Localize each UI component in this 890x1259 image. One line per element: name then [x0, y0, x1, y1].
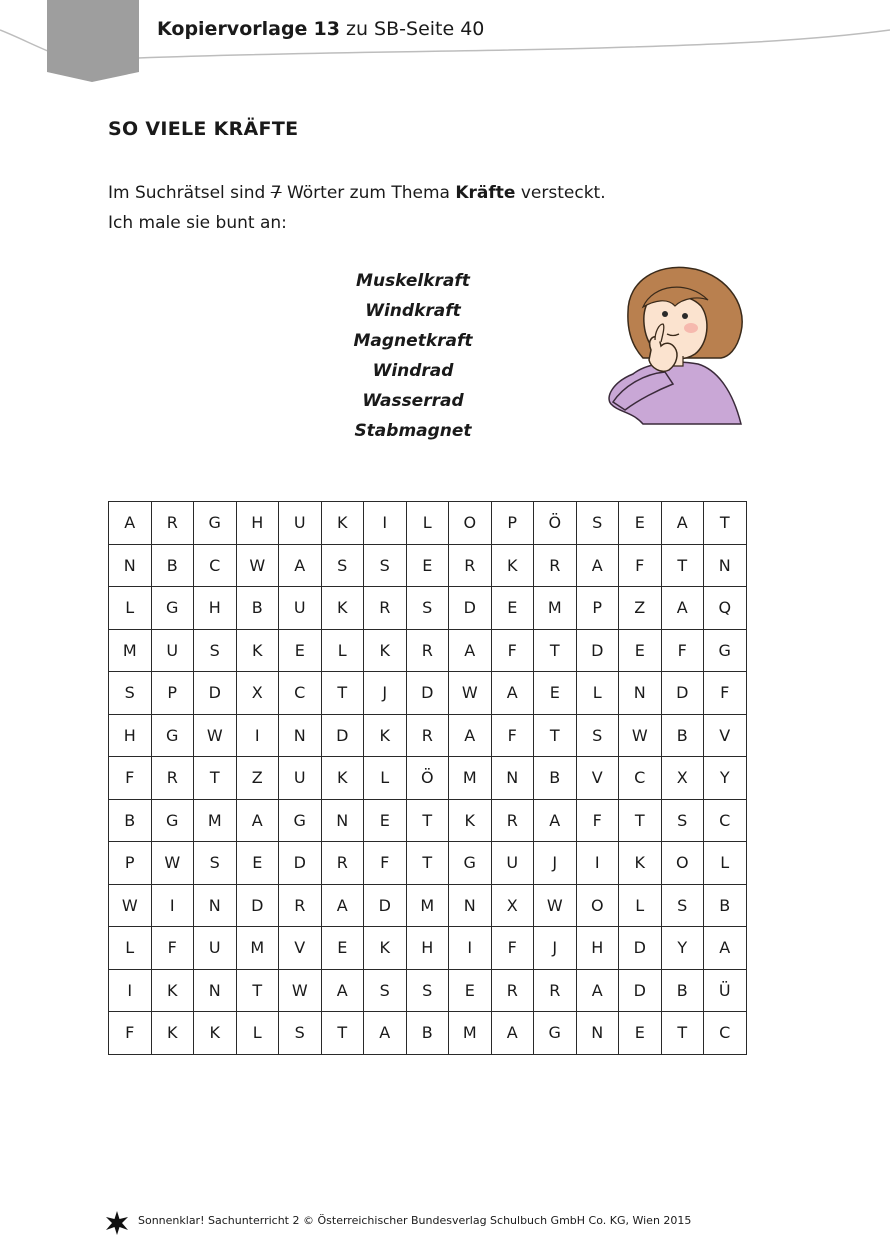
- grid-row: [109, 842, 747, 885]
- grid-cell[interactable]: K: [364, 629, 407, 672]
- grid-cell[interactable]: B: [704, 884, 747, 927]
- grid-cell[interactable]: J: [534, 842, 577, 885]
- grid-cell[interactable]: C: [619, 757, 662, 800]
- grid-cell[interactable]: G: [151, 587, 194, 630]
- grid-cell[interactable]: A: [576, 969, 619, 1012]
- grid-cell[interactable]: K: [619, 842, 662, 885]
- grid-cell[interactable]: A: [236, 799, 279, 842]
- grid-cell[interactable]: A: [534, 799, 577, 842]
- grid-cell[interactable]: U: [279, 502, 322, 545]
- grid-cell[interactable]: P: [109, 842, 152, 885]
- grid-cell[interactable]: H: [576, 927, 619, 970]
- grid-cell[interactable]: E: [619, 1012, 662, 1055]
- grid-cell[interactable]: L: [109, 927, 152, 970]
- grid-cell[interactable]: F: [364, 842, 407, 885]
- grid-cell[interactable]: A: [661, 587, 704, 630]
- grid-cell[interactable]: A: [661, 502, 704, 545]
- grid-cell[interactable]: B: [534, 757, 577, 800]
- grid-cell[interactable]: S: [194, 629, 237, 672]
- grid-cell[interactable]: A: [704, 927, 747, 970]
- grid-cell[interactable]: A: [364, 1012, 407, 1055]
- header-title: [157, 18, 484, 40]
- grid-cell[interactable]: T: [661, 544, 704, 587]
- grid-cell[interactable]: V: [279, 927, 322, 970]
- grid-row: [109, 1012, 747, 1055]
- word-item: Muskelkraft: [356, 271, 470, 291]
- grid-cell[interactable]: D: [279, 842, 322, 885]
- grid-cell[interactable]: O: [449, 502, 492, 545]
- grid-cell[interactable]: E: [619, 502, 662, 545]
- grid-cell[interactable]: S: [109, 672, 152, 715]
- grid-row: [109, 799, 747, 842]
- grid-cell[interactable]: D: [449, 587, 492, 630]
- grid-cell[interactable]: R: [534, 969, 577, 1012]
- grid-cell[interactable]: T: [534, 714, 577, 757]
- grid-cell[interactable]: M: [449, 1012, 492, 1055]
- grid-row: [109, 714, 747, 757]
- grid-cell[interactable]: P: [151, 672, 194, 715]
- grid-cell[interactable]: H: [406, 927, 449, 970]
- grid-cell[interactable]: W: [534, 884, 577, 927]
- grid-cell[interactable]: F: [619, 544, 662, 587]
- grid-cell[interactable]: I: [236, 714, 279, 757]
- grid-cell[interactable]: N: [194, 969, 237, 1012]
- grid-cell[interactable]: G: [534, 1012, 577, 1055]
- grid-cell[interactable]: U: [279, 587, 322, 630]
- grid-cell[interactable]: S: [194, 842, 237, 885]
- grid-cell[interactable]: G: [279, 799, 322, 842]
- grid-cell[interactable]: E: [406, 544, 449, 587]
- instruction-line-2: Ich male sie bunt an:: [108, 213, 287, 233]
- grid-cell[interactable]: R: [491, 969, 534, 1012]
- word-search-grid: [108, 501, 747, 1055]
- grid-cell[interactable]: E: [364, 799, 407, 842]
- grid-cell[interactable]: K: [491, 544, 534, 587]
- grid-cell[interactable]: S: [661, 799, 704, 842]
- grid-cell[interactable]: X: [236, 672, 279, 715]
- grid-cell[interactable]: X: [661, 757, 704, 800]
- grid-cell[interactable]: B: [661, 969, 704, 1012]
- grid-cell[interactable]: R: [491, 799, 534, 842]
- grid-cell[interactable]: I: [151, 884, 194, 927]
- grid-cell[interactable]: S: [321, 544, 364, 587]
- grid-cell[interactable]: R: [534, 544, 577, 587]
- grid-cell[interactable]: G: [151, 714, 194, 757]
- grid-cell[interactable]: R: [364, 587, 407, 630]
- grid-cell[interactable]: U: [151, 629, 194, 672]
- grid-cell[interactable]: D: [406, 672, 449, 715]
- grid-cell[interactable]: K: [151, 1012, 194, 1055]
- grid-cell[interactable]: N: [619, 672, 662, 715]
- grid-cell[interactable]: D: [619, 927, 662, 970]
- header-number: 13: [313, 18, 340, 40]
- grid-cell[interactable]: R: [406, 714, 449, 757]
- grid-cell[interactable]: K: [236, 629, 279, 672]
- grid-cell[interactable]: J: [364, 672, 407, 715]
- grid-cell[interactable]: S: [364, 969, 407, 1012]
- grid-row: [109, 757, 747, 800]
- instr-text-mid: Wörter zum Thema: [281, 183, 456, 203]
- grid-cell[interactable]: T: [406, 842, 449, 885]
- grid-cell[interactable]: V: [576, 757, 619, 800]
- grid-cell[interactable]: E: [534, 672, 577, 715]
- grid-cell[interactable]: A: [491, 1012, 534, 1055]
- grid-cell[interactable]: I: [449, 927, 492, 970]
- grid-cell[interactable]: F: [109, 757, 152, 800]
- grid-cell[interactable]: O: [576, 884, 619, 927]
- grid-cell[interactable]: T: [704, 502, 747, 545]
- grid-cell[interactable]: I: [364, 502, 407, 545]
- grid-cell[interactable]: I: [576, 842, 619, 885]
- grid-cell[interactable]: N: [279, 714, 322, 757]
- grid-cell[interactable]: N: [449, 884, 492, 927]
- grid-cell[interactable]: T: [321, 1012, 364, 1055]
- instructions: [108, 178, 606, 238]
- grid-cell[interactable]: L: [406, 502, 449, 545]
- grid-cell[interactable]: N: [576, 1012, 619, 1055]
- grid-cell[interactable]: W: [236, 544, 279, 587]
- grid-cell[interactable]: W: [279, 969, 322, 1012]
- grid-cell[interactable]: F: [109, 1012, 152, 1055]
- grid-cell[interactable]: U: [194, 927, 237, 970]
- instruction-line-1: [108, 178, 606, 208]
- grid-cell[interactable]: N: [704, 544, 747, 587]
- grid-cell[interactable]: G: [704, 629, 747, 672]
- grid-cell[interactable]: D: [194, 672, 237, 715]
- grid-cell[interactable]: S: [661, 884, 704, 927]
- grid-cell[interactable]: S: [576, 714, 619, 757]
- grid-cell[interactable]: C: [704, 1012, 747, 1055]
- grid-cell[interactable]: F: [491, 629, 534, 672]
- word-item: Windrad: [372, 361, 454, 381]
- grid-cell[interactable]: K: [151, 969, 194, 1012]
- grid-cell[interactable]: A: [109, 502, 152, 545]
- grid-cell[interactable]: L: [576, 672, 619, 715]
- grid-row: [109, 587, 747, 630]
- header-suffix: zu SB-Seite 40: [346, 18, 485, 40]
- grid-cell[interactable]: K: [449, 799, 492, 842]
- grid-cell[interactable]: N: [109, 544, 152, 587]
- grid-cell[interactable]: Ü: [704, 969, 747, 1012]
- grid-cell[interactable]: F: [576, 799, 619, 842]
- grid-cell[interactable]: S: [364, 544, 407, 587]
- word-list: [313, 266, 513, 446]
- grid-cell[interactable]: M: [406, 884, 449, 927]
- publisher-star-icon: [104, 1210, 130, 1236]
- grid-cell[interactable]: L: [109, 587, 152, 630]
- grid-cell[interactable]: S: [406, 969, 449, 1012]
- grid-cell[interactable]: J: [534, 927, 577, 970]
- grid-cell[interactable]: Y: [704, 757, 747, 800]
- grid-cell[interactable]: W: [449, 672, 492, 715]
- grid-cell[interactable]: T: [534, 629, 577, 672]
- word-item: Magnetkraft: [353, 331, 473, 351]
- grid-cell[interactable]: A: [321, 884, 364, 927]
- header-decoration: [0, 0, 890, 90]
- grid-cell[interactable]: H: [109, 714, 152, 757]
- instr-topic: Kräfte: [455, 183, 516, 203]
- word-item: Stabmagnet: [354, 421, 472, 441]
- grid-cell[interactable]: F: [491, 927, 534, 970]
- grid-cell[interactable]: M: [194, 799, 237, 842]
- grid-cell[interactable]: F: [151, 927, 194, 970]
- grid-cell[interactable]: B: [406, 1012, 449, 1055]
- grid-cell[interactable]: A: [449, 629, 492, 672]
- grid-cell[interactable]: S: [576, 502, 619, 545]
- grid-cell[interactable]: K: [321, 757, 364, 800]
- header-label: Kopiervorlage: [157, 18, 308, 40]
- grid-cell[interactable]: R: [151, 502, 194, 545]
- word-item: Windkraft: [365, 301, 461, 321]
- grid-cell[interactable]: L: [704, 842, 747, 885]
- grid-cell[interactable]: K: [194, 1012, 237, 1055]
- grid-cell[interactable]: O: [661, 842, 704, 885]
- grid-cell[interactable]: H: [194, 587, 237, 630]
- grid-cell[interactable]: B: [236, 587, 279, 630]
- grid-cell[interactable]: T: [661, 1012, 704, 1055]
- grid-cell[interactable]: D: [364, 884, 407, 927]
- grid-cell[interactable]: D: [619, 969, 662, 1012]
- grid-cell[interactable]: Z: [619, 587, 662, 630]
- grid-cell[interactable]: E: [236, 842, 279, 885]
- grid-cell[interactable]: D: [321, 714, 364, 757]
- grid-cell[interactable]: L: [619, 884, 662, 927]
- grid-cell[interactable]: Z: [236, 757, 279, 800]
- grid-cell[interactable]: C: [194, 544, 237, 587]
- grid-cell[interactable]: C: [704, 799, 747, 842]
- grid-cell[interactable]: F: [661, 629, 704, 672]
- grid-cell[interactable]: N: [194, 884, 237, 927]
- grid-cell[interactable]: P: [491, 502, 534, 545]
- grid-cell[interactable]: Q: [704, 587, 747, 630]
- grid-cell[interactable]: K: [321, 502, 364, 545]
- grid-cell[interactable]: L: [364, 757, 407, 800]
- grid-cell[interactable]: X: [491, 884, 534, 927]
- grid-cell[interactable]: G: [449, 842, 492, 885]
- grid-cell[interactable]: D: [576, 629, 619, 672]
- grid-row: [109, 884, 747, 927]
- instr-text-start: Im Suchrätsel sind: [108, 183, 271, 203]
- word-item: Wasserrad: [362, 391, 464, 411]
- grid-cell[interactable]: M: [534, 587, 577, 630]
- grid-cell[interactable]: D: [661, 672, 704, 715]
- grid-cell[interactable]: T: [619, 799, 662, 842]
- grid-cell[interactable]: M: [109, 629, 152, 672]
- grid-cell[interactable]: Ö: [534, 502, 577, 545]
- grid-cell[interactable]: W: [194, 714, 237, 757]
- instr-text-end: versteckt.: [515, 183, 606, 203]
- grid-row: [109, 502, 747, 545]
- grid-cell[interactable]: T: [194, 757, 237, 800]
- grid-cell[interactable]: A: [491, 672, 534, 715]
- thinking-girl-illustration: [603, 262, 748, 430]
- grid-cell[interactable]: N: [321, 799, 364, 842]
- grid-cell[interactable]: D: [236, 884, 279, 927]
- grid-cell[interactable]: E: [279, 629, 322, 672]
- grid-cell[interactable]: E: [449, 969, 492, 1012]
- grid-cell[interactable]: A: [449, 714, 492, 757]
- grid-row: [109, 672, 747, 715]
- grid-row: [109, 927, 747, 970]
- grid-cell[interactable]: L: [236, 1012, 279, 1055]
- grid-cell[interactable]: K: [364, 927, 407, 970]
- grid-row: [109, 629, 747, 672]
- grid-cell[interactable]: F: [704, 672, 747, 715]
- grid-cell[interactable]: V: [704, 714, 747, 757]
- grid-cell[interactable]: E: [491, 587, 534, 630]
- grid-cell[interactable]: A: [321, 969, 364, 1012]
- grid-cell[interactable]: T: [321, 672, 364, 715]
- grid-cell[interactable]: F: [491, 714, 534, 757]
- grid-cell[interactable]: B: [109, 799, 152, 842]
- grid-cell[interactable]: G: [194, 502, 237, 545]
- grid-cell[interactable]: A: [576, 544, 619, 587]
- grid-cell[interactable]: S: [406, 587, 449, 630]
- grid-row: [109, 544, 747, 587]
- grid-cell[interactable]: R: [279, 884, 322, 927]
- grid-cell[interactable]: E: [321, 927, 364, 970]
- grid-cell[interactable]: S: [279, 1012, 322, 1055]
- grid-cell[interactable]: R: [321, 842, 364, 885]
- grid-cell[interactable]: W: [619, 714, 662, 757]
- grid-cell[interactable]: Y: [661, 927, 704, 970]
- grid-cell[interactable]: M: [236, 927, 279, 970]
- grid-cell[interactable]: R: [151, 757, 194, 800]
- grid-cell[interactable]: G: [151, 799, 194, 842]
- grid-cell[interactable]: L: [321, 629, 364, 672]
- grid-cell[interactable]: A: [279, 544, 322, 587]
- grid-cell[interactable]: K: [364, 714, 407, 757]
- grid-cell[interactable]: W: [151, 842, 194, 885]
- grid-cell[interactable]: U: [491, 842, 534, 885]
- footer-copyright: Sonnenklar! Sachunterricht 2 © Österreichischer Bundesverlag Schulbuch GmbH Co. KG, Wien 2015: [138, 1214, 692, 1227]
- grid-cell[interactable]: R: [406, 629, 449, 672]
- grid-cell[interactable]: C: [279, 672, 322, 715]
- grid-cell[interactable]: K: [321, 587, 364, 630]
- page-title: SO VIELE KRÄFTE: [108, 118, 299, 140]
- grid-cell[interactable]: T: [236, 969, 279, 1012]
- grid-cell[interactable]: W: [109, 884, 152, 927]
- grid-cell[interactable]: P: [576, 587, 619, 630]
- grid-cell[interactable]: N: [491, 757, 534, 800]
- grid-cell[interactable]: H: [236, 502, 279, 545]
- grid-cell[interactable]: B: [661, 714, 704, 757]
- grid-cell[interactable]: Ö: [406, 757, 449, 800]
- grid-cell[interactable]: I: [109, 969, 152, 1012]
- grid-cell[interactable]: E: [619, 629, 662, 672]
- grid-row: [109, 969, 747, 1012]
- grid-cell[interactable]: T: [406, 799, 449, 842]
- struck-number: 7: [270, 183, 282, 203]
- grid-cell[interactable]: M: [449, 757, 492, 800]
- grid-cell[interactable]: U: [279, 757, 322, 800]
- grid-cell[interactable]: B: [151, 544, 194, 587]
- grid-cell[interactable]: R: [449, 544, 492, 587]
